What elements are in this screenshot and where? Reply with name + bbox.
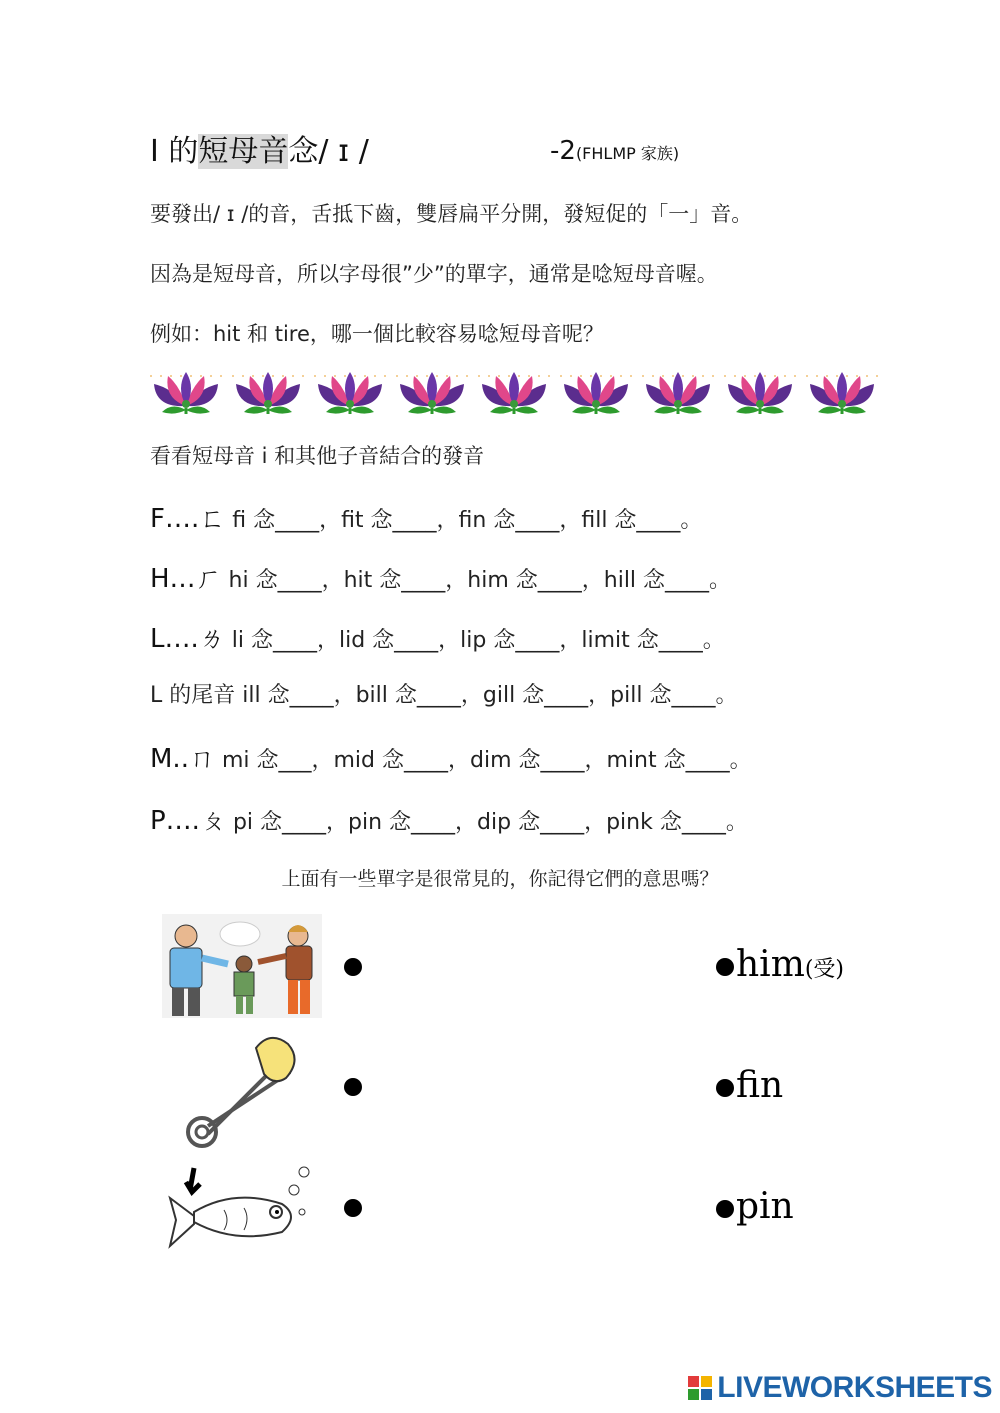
- flower-icon: [724, 372, 796, 414]
- row-text: hi 念____，hit 念____，him 念____，hill 念____。: [221, 568, 732, 593]
- row-text: fi 念____，fit 念____，fin 念____，fill 念____。: [225, 508, 703, 533]
- match-dot-right-3[interactable]: [716, 1200, 734, 1218]
- row-lead: M..ㄇ: [150, 744, 215, 774]
- intro-line-2: 因為是短母音，所以字母很”少”的單字，通常是唸短母音喔。: [150, 262, 718, 286]
- row-text: mi 念___，mid 念____，dim 念____，mint 念____。: [214, 748, 752, 773]
- logo-text: LIVEWORKSHEETS: [717, 1371, 992, 1404]
- flower-icon: [314, 372, 386, 414]
- section-heading: 看看短母音 i 和其他子音結合的發音: [150, 444, 485, 468]
- flower-icon: [396, 372, 468, 414]
- match-word-him: [716, 944, 844, 985]
- phonics-row-h: [150, 558, 731, 595]
- fish-image: [164, 1160, 314, 1260]
- flower-icon: [150, 372, 222, 414]
- intro-line-1: 要發出/ ɪ /的音，舌抵下齒，雙唇扁平分開，發短促的「一」音。: [150, 202, 753, 226]
- row-text: pi 念____，pin 念____，dip 念____，pink 念____。: [225, 810, 748, 835]
- match-word-pin: [716, 1186, 794, 1227]
- flower-icon: [232, 372, 304, 414]
- title-rest: 念/ ɪ /: [288, 134, 369, 169]
- flower-icon: [560, 372, 632, 414]
- match-word: fin: [736, 1065, 784, 1106]
- title-highlight: 短母音: [198, 134, 289, 169]
- phonics-row-f: [150, 498, 702, 535]
- match-word-fin: [716, 1065, 783, 1106]
- flower-icon: [478, 372, 550, 414]
- liveworksheets-logo-icon: [687, 1375, 713, 1401]
- title-suffix: [550, 136, 679, 166]
- liveworksheets-logo[interactable]: [687, 1371, 992, 1405]
- flower-icon: [642, 372, 714, 414]
- phonics-row-p: [150, 800, 748, 837]
- match-word: pin: [736, 1186, 794, 1227]
- row-lead: F….ㄈ: [150, 504, 226, 534]
- row-text: li 念____，lid 念____，lip 念____，limit 念____。: [224, 628, 725, 653]
- match-dot-left-3[interactable]: [344, 1199, 362, 1217]
- matching-question: 上面有一些單字是很常見的，你記得它們的意思嗎？: [281, 868, 719, 890]
- match-dot-left-2[interactable]: [344, 1078, 362, 1096]
- match-dot-right-1[interactable]: [716, 958, 734, 976]
- flower-border: [150, 368, 880, 422]
- row-lead: H…ㄏ: [150, 564, 222, 594]
- match-dot-left-1[interactable]: [344, 958, 362, 976]
- page-title: [150, 130, 369, 174]
- title-suffix-num: -2: [550, 136, 576, 166]
- row-text: ill 念____，bill 念____，gill 念____，pill 念____。: [235, 683, 738, 708]
- flower-icon: [806, 372, 878, 414]
- match-dot-right-2[interactable]: [716, 1079, 734, 1097]
- flower-border-svg: [150, 368, 880, 418]
- intro-line-3: 例如：hit 和 tire，哪一個比較容易唸短母音呢？: [150, 322, 604, 346]
- match-word-note: (受): [804, 957, 845, 982]
- people-pointing-image: [162, 914, 322, 1018]
- row-lead: P….ㄆ: [150, 806, 226, 836]
- safety-pin-image: [178, 1030, 300, 1152]
- phonics-row-l-final: [150, 678, 737, 709]
- row-lead: L….ㄌ: [150, 624, 225, 654]
- row-lead: L 的尾音: [150, 683, 236, 708]
- match-word: him: [736, 944, 805, 985]
- title-suffix-note: (FHLMP 家族): [575, 144, 680, 163]
- phonics-row-l: [150, 618, 725, 655]
- title-prefix: I 的: [150, 134, 199, 169]
- phonics-row-m: [150, 738, 752, 775]
